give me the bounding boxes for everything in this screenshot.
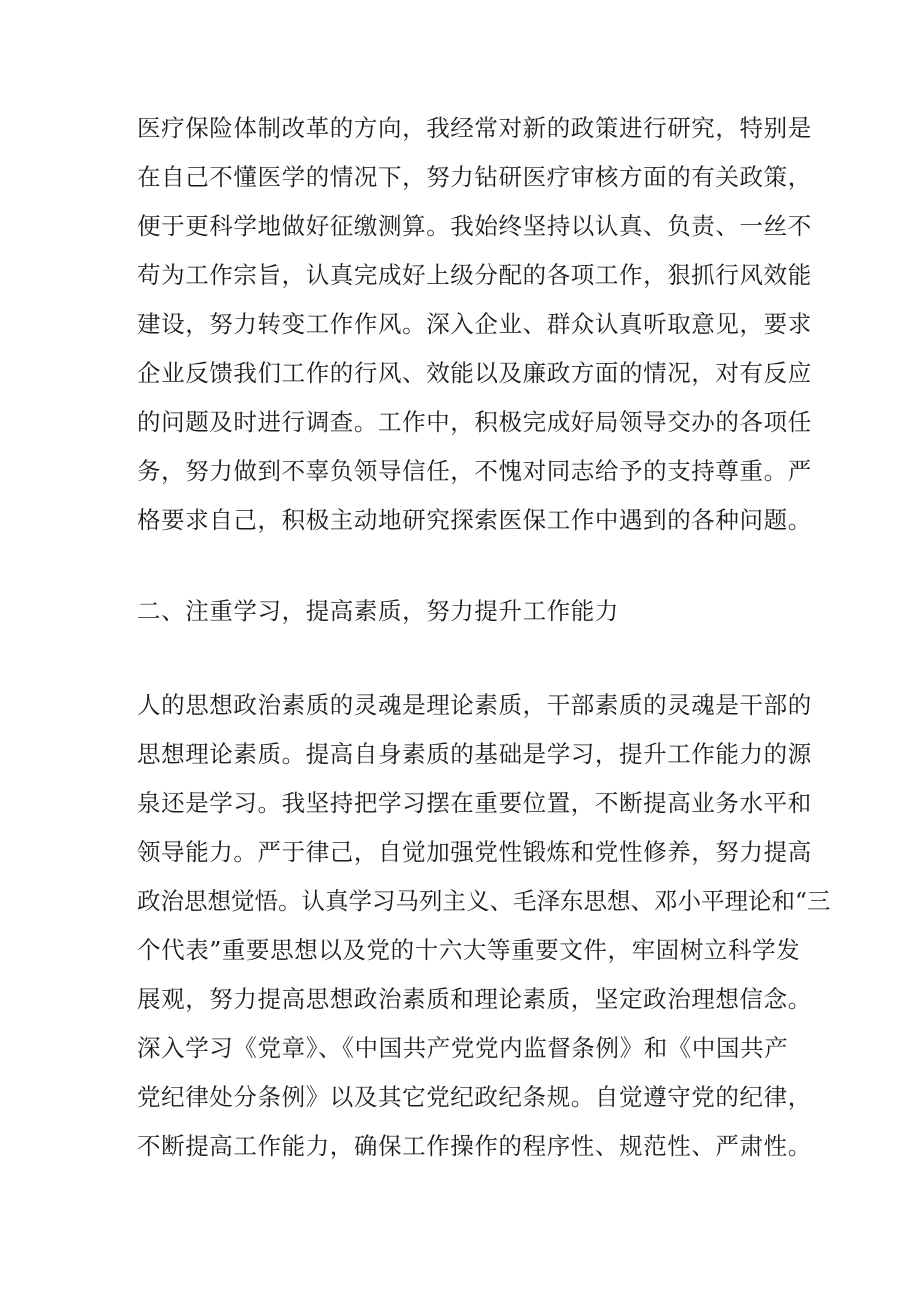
text-line: 格要求自己，积极主动地研究探索医保工作中遇到的各种问题。	[137, 506, 812, 534]
text-line: 政治思想觉悟。认真学习马列主义、毛泽东思想、邓小平理论和“三	[137, 887, 831, 915]
text-line: 医疗保险体制改革的方向，我经常对新的政策进行研究，特别是	[137, 114, 812, 142]
text-line: 不断提高工作能力，确保工作操作的程序性、规范性、严肃性。	[137, 1132, 812, 1160]
text-line: 人的思想政治素质的灵魂是理论素质，干部素质的灵魂是干部的	[137, 691, 812, 719]
text-line: 建设，努力转变工作作风。深入企业、群众认真听取意见，要求	[137, 310, 812, 338]
text-line: 思想理论素质。提高自身素质的基础是学习，提升工作能力的源	[137, 740, 812, 768]
text-line: 的问题及时进行调查。工作中，积极完成好局领导交办的各项任	[137, 408, 812, 436]
section-heading: 二、注重学习，提高素质，努力提升工作能力	[137, 597, 619, 625]
text-line: 深入学习《党章》、《中国共产党党内监督条例》和《中国共产	[137, 1034, 789, 1062]
text-line: 务，努力做到不辜负领导信任，不愧对同志给予的支持尊重。严	[137, 457, 812, 485]
text-line: 在自己不懂医学的情况下，努力钻研医疗审核方面的有关政策，	[137, 163, 812, 191]
text-line: 企业反馈我们工作的行风、效能以及廉政方面的情况，对有反应	[137, 359, 812, 387]
text-line: 党纪律处分条例》以及其它党纪政纪条规。自觉遵守党的纪律，	[137, 1083, 812, 1111]
text-line: 苟为工作宗旨，认真完成好上级分配的各项工作，狠抓行风效能	[137, 261, 812, 289]
text-line: 个代表”重要思想以及党的十六大等重要文件，牢固树立科学发	[137, 936, 801, 964]
text-line: 展观，努力提高思想政治素质和理论素质，坚定政治理想信念。	[137, 985, 812, 1013]
text-line: 领导能力。严于律己，自觉加强党性锻炼和党性修养，努力提高	[137, 838, 812, 866]
text-line: 泉还是学习。我坚持把学习摆在重要位置，不断提高业务水平和	[137, 789, 812, 817]
text-line: 便于更科学地做好征缴测算。我始终坚持以认真、负责、一丝不	[137, 212, 812, 240]
